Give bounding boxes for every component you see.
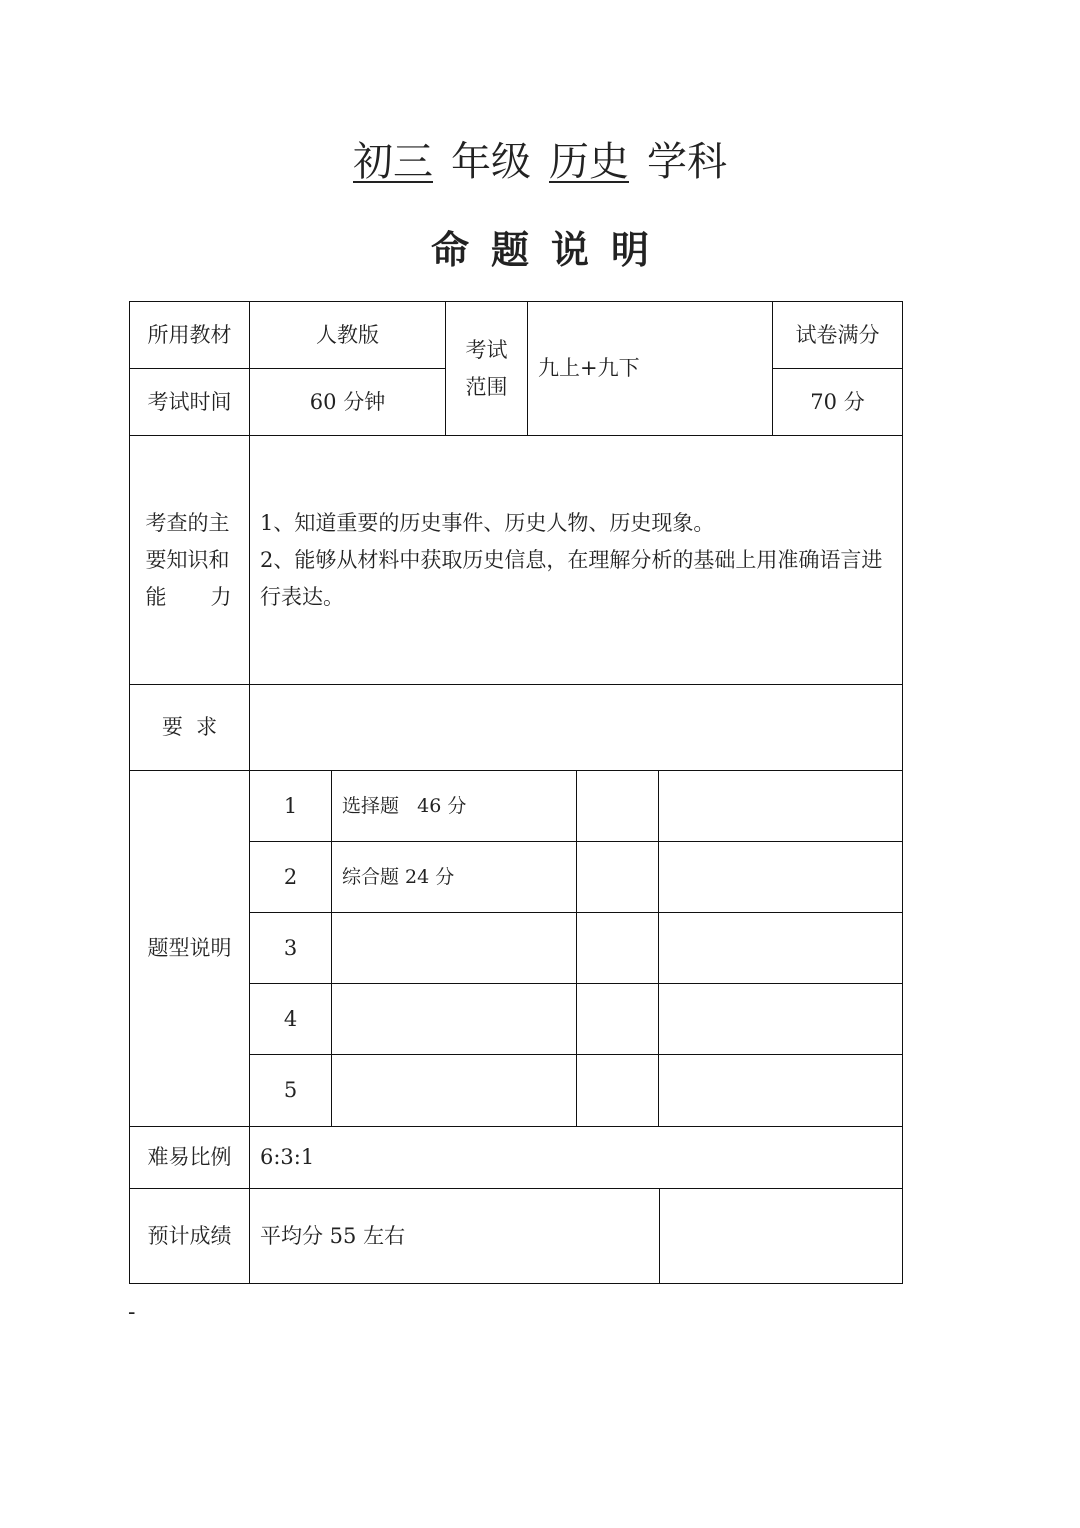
qt-row-5-desc xyxy=(331,1054,577,1127)
qt-row-3-no: 3 xyxy=(249,912,332,984)
qt-row-3-desc xyxy=(331,912,577,984)
knowledge-item-2: 2、能够从材料中获取历史信息，在理解分析的基础上用准确语言进行表达。 xyxy=(260,547,883,609)
knowledge-label-line3b: 力 xyxy=(210,584,232,609)
knowledge-label-line3a: 能 xyxy=(145,584,167,609)
qt-row-4-desc xyxy=(331,983,577,1055)
title-subject-suffix: 学科 xyxy=(647,139,727,185)
knowledge-label xyxy=(129,435,250,685)
expected-value: 平均分 55 左右 xyxy=(249,1188,660,1284)
qt-row-1-col3 xyxy=(576,770,659,842)
qt-row-1-col4 xyxy=(658,770,903,842)
difficulty-label: 难易比例 xyxy=(129,1126,250,1189)
difficulty-value: 6:3:1 xyxy=(249,1126,903,1189)
document-title xyxy=(0,134,1080,190)
question-types-label: 题型说明 xyxy=(129,770,250,1127)
qt-row-2-no: 2 xyxy=(249,841,332,913)
qt-row-3-col3 xyxy=(576,912,659,984)
qt-row-2-desc: 综合题 24 分 xyxy=(331,841,577,913)
qt-row-3-col4 xyxy=(658,912,903,984)
exam-time-value: 60 分钟 xyxy=(249,368,446,436)
knowledge-label-line2: 要知识和 xyxy=(145,547,230,572)
expected-extra xyxy=(659,1188,903,1284)
expected-label: 预计成绩 xyxy=(129,1188,250,1284)
qt-row-1-no: 1 xyxy=(249,770,332,842)
exam-time-label: 考试时间 xyxy=(129,368,250,436)
title-subject: 历史 xyxy=(549,139,629,185)
textbook-label: 所用教材 xyxy=(129,301,250,369)
scope-label xyxy=(445,301,528,436)
qt-row-4-no: 4 xyxy=(249,983,332,1055)
qt-row-4-col4 xyxy=(658,983,903,1055)
full-score-label: 试卷满分 xyxy=(772,301,903,369)
title-grade: 初三 xyxy=(353,139,433,185)
scope-label-line1: 考试 xyxy=(465,337,508,362)
qt-row-5-col3 xyxy=(576,1054,659,1127)
footer-mark: - xyxy=(128,1300,136,1325)
qt-row-5-col4 xyxy=(658,1054,903,1127)
qt-row-2-col4 xyxy=(658,841,903,913)
scope-value: 九上+九下 xyxy=(527,301,773,436)
textbook-value: 人教版 xyxy=(249,301,446,369)
qt-row-4-col3 xyxy=(576,983,659,1055)
qt-row-2-col3 xyxy=(576,841,659,913)
scope-label-line2: 范围 xyxy=(465,374,508,399)
qt-row-5-no: 5 xyxy=(249,1054,332,1127)
document-subtitle: 命题说明 xyxy=(430,228,671,272)
title-grade-suffix: 年级 xyxy=(451,139,531,185)
full-score-value: 70 分 xyxy=(772,368,903,436)
knowledge-item-1: 1、知道重要的历史事件、历史人物、历史现象。 xyxy=(260,510,715,535)
requirement-value xyxy=(249,684,903,771)
requirement-label: 要 求 xyxy=(129,684,250,771)
knowledge-label-line1: 考查的主 xyxy=(145,510,230,535)
qt-row-1-desc: 选择题 46 分 xyxy=(331,770,577,842)
knowledge-content xyxy=(249,435,903,685)
